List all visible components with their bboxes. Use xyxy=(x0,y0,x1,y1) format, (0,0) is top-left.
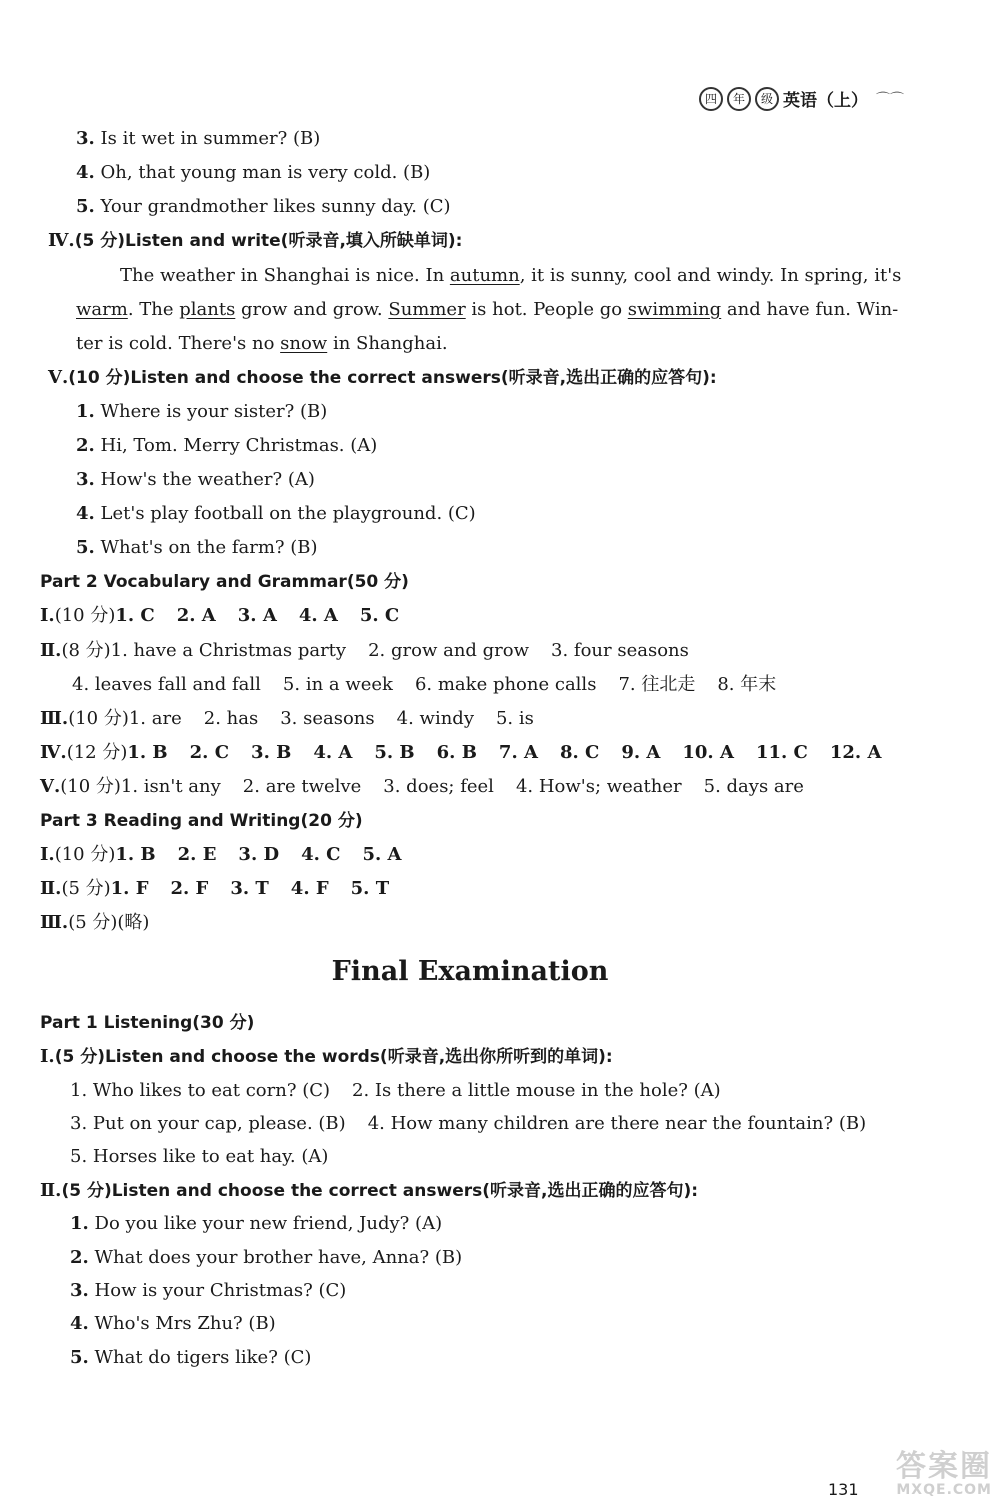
paragraph-line: warm. The plants grow and grow. Summer is hot. People go swimming and have fun. Win- xyxy=(76,299,899,320)
answer-row: Ⅰ.(10 分)1. B 2. E 3. D 4. C 5. A xyxy=(40,844,402,865)
list-item: 3. How is your Christmas? (C) xyxy=(70,1280,347,1301)
subject-title: 英语（上） xyxy=(783,91,868,111)
answer-row: Ⅳ.(12 分)1. B 2. C 3. B 4. A 5. B 6. B 7. A 8. C 9. A 10. A 11. C 12. A xyxy=(40,742,882,763)
answer-row: Ⅲ.(10 分)1. are 2. has 3. seasons 4. windy 5. is xyxy=(40,708,534,729)
section-heading: Ⅴ.(10 分)Listen and choose the correct answers(听录音,选出正确的应答句): xyxy=(48,367,717,388)
page-header xyxy=(699,86,904,111)
part-heading: Part 3 Reading and Writing(20 分) xyxy=(40,811,363,831)
list-item: 1. Who likes to eat corn? (C) 2. Is there a little mouse in the hole? (A) xyxy=(70,1080,721,1101)
list-item: 4. Let's play football on the playground. (C) xyxy=(76,503,476,524)
section-heading: Ⅳ.(5 分)Listen and write(听录音,填入所缺单词): xyxy=(48,230,463,251)
list-item: 3. Put on your cap, please. (B) 4. How many children are there near the fountain? (B) xyxy=(70,1113,867,1134)
section-heading: Ⅰ.(5 分)Listen and choose the words(听录音,选出你所听到的单词): xyxy=(40,1046,613,1067)
answer-row: 4. leaves fall and fall 5. in a week 6. make phone calls 7. 往北走 8. 年末 xyxy=(72,674,777,695)
list-item: 3. How's the weather? (A) xyxy=(76,469,315,490)
grade-badge: 级 xyxy=(755,87,779,111)
page-number: 131 xyxy=(828,1480,859,1499)
list-item: 4. Oh, that young man is very cold. (B) xyxy=(76,162,431,183)
list-item: 5. What do tigers like? (C) xyxy=(70,1347,312,1368)
section-title: Final Examination xyxy=(331,956,609,987)
paragraph-line: ter is cold. There's no snow in Shanghai. xyxy=(76,333,448,354)
answer-row: Ⅲ.(5 分)(略) xyxy=(40,912,150,933)
list-item: 2. Hi, Tom. Merry Christmas. (A) xyxy=(76,435,378,456)
list-item: 2. What does your brother have, Anna? (B) xyxy=(70,1247,463,1268)
list-item: 3. Is it wet in summer? (B) xyxy=(76,128,321,149)
paragraph-line: The weather in Shanghai is nice. In autumn, it is sunny, cool and windy. In spring, it's xyxy=(120,265,902,286)
decoration-icon: ⌒⌒ xyxy=(876,91,904,108)
list-item: 5. Horses like to eat hay. (A) xyxy=(70,1146,329,1167)
watermark-logo: 答案圈 MXQE.COM xyxy=(896,1449,992,1498)
grade-badge: 四 xyxy=(699,87,723,111)
answer-row: Ⅴ.(10 分)1. isn't any 2. are twelve 3. does; feel 4. How's; weather 5. days are xyxy=(40,776,804,797)
section-heading: Ⅱ.(5 分)Listen and choose the correct answers(听录音,选出正确的应答句): xyxy=(40,1180,699,1201)
list-item: 5. What's on the farm? (B) xyxy=(76,537,318,558)
list-item: 1. Where is your sister? (B) xyxy=(76,401,328,422)
part-heading: Part 2 Vocabulary and Grammar(50 分) xyxy=(40,572,409,592)
list-item: 1. Do you like your new friend, Judy? (A) xyxy=(70,1213,443,1234)
list-item: 4. Who's Mrs Zhu? (B) xyxy=(70,1313,276,1334)
list-item: 5. Your grandmother likes sunny day. (C) xyxy=(76,196,451,217)
answer-row: Ⅱ.(5 分)1. F 2. F 3. T 4. F 5. T xyxy=(40,878,390,899)
answer-row: Ⅱ.(8 分)1. have a Christmas party 2. grow and grow 3. four seasons xyxy=(40,640,689,661)
part-heading: Part 1 Listening(30 分) xyxy=(40,1013,255,1033)
answer-row: Ⅰ.(10 分)1. C 2. A 3. A 4. A 5. C xyxy=(40,605,400,626)
grade-badge: 年 xyxy=(727,87,751,111)
